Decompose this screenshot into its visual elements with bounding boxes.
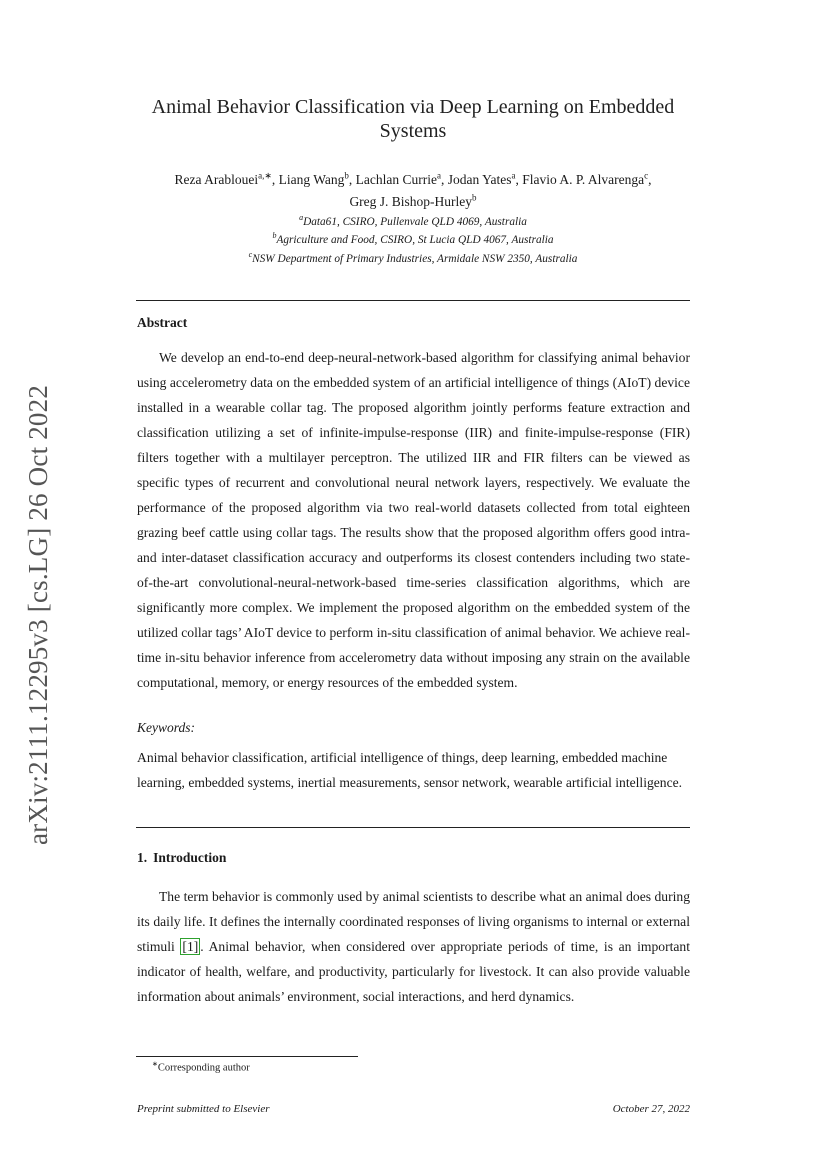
bottom-divider	[136, 827, 690, 828]
citation-link[interactable]: [1]	[182, 939, 199, 954]
introduction-body: The term behavior is commonly used by animal scientists to describe what an animal does during its daily life. It defines the internally coordinated responses of living organisms to internal or external stimuli [1] . Animal behavior, when considered over appropriate periods of time, is an important indicator of health, welfare, and productivity, particularly for livestock. It can also provide valuable information about animals’ environment, social interactions, and herd dynamics.	[137, 889, 690, 1004]
paper-title: Animal Behavior Classification via Deep Learning on Embedded Systems	[151, 96, 675, 142]
arxiv-identifier: arXiv:2111.12295v3 [cs.LG] 26 Oct 2022	[23, 384, 53, 845]
author: Flavio A. P. Alvarenga$^c$,	[522, 170, 652, 187]
author: Jodan Yates$^a$,	[447, 170, 523, 187]
footnote-divider	[136, 1056, 358, 1057]
abstract-heading: Abstract	[137, 315, 188, 330]
section-number: 1.	[137, 850, 148, 865]
keywords-heading: Keywords:	[137, 720, 195, 735]
footer-preprint-note: Preprint submitted to Elsevier	[137, 1103, 270, 1115]
affiliation: $^a$Data61, CSIRO, Pullenvale QLD 4069, Australia	[299, 213, 527, 228]
top-divider	[136, 300, 690, 301]
affiliation: $^b$Agriculture and Food, CSIRO, St Lucia QLD 4067, Australia	[272, 231, 554, 247]
affiliations	[136, 211, 690, 266]
abstract-body: We develop an end-to-end deep-neural-network-based algorithm for classifying animal behavior using accelerometry data on the embedded system of an artificial intelligence of things (AIoT) device installed in a wearable collar tag. The proposed algorithm jointly performs feature extraction and classification utilizing a set of infinite-impulse-response (IIR) and finite-impulse-response (FIR) filters together with a multilayer perceptron. The utilized IIR and FIR filters can be viewed as specific types of recurrent and convolutional neural network layers, respectively. We evaluate the performance of the proposed algorithm via two real-world datasets collected from total eighteen grazing beef cattle using collar tags. The results show that the proposed algorithm offers good intra- and inter-dataset classification accuracy and outperforms its closest contenders including two state-of-the-art convolutional-neural-network-based time-series classification algorithms, which are significantly more complex. We implement the proposed algorithm on the embedded system of the utilized collar tags’ AIoT device to perform in-situ classification of animal behavior. We achieve real-time in-situ behavior inference from accelerometry data without imposing any strain on the available computational, memory, or energy resources of the embedded system.	[137, 350, 690, 690]
author: Liang Wang$^b$,	[278, 170, 356, 187]
affiliation: $^c$NSW Department of Primary Industries, Armidale NSW 2350, Australia	[248, 249, 578, 265]
author-list	[136, 166, 690, 211]
keywords-body: Animal behavior classification, artificial intelligence of things, deep learning, embedded machine learning, embedded systems, inertial measurements, sensor network, wearable artificial intelligence.	[137, 750, 683, 790]
section-heading-introduction	[137, 850, 226, 866]
author: Lachlan Currie$^a$,	[355, 170, 448, 187]
author: Greg J. Bishop-Hurley$^b$	[349, 192, 477, 209]
footnote: ∗Corresponding author	[152, 1060, 250, 1074]
section-title: Introduction	[153, 850, 227, 865]
footer-date: October 27, 2022	[612, 1103, 690, 1115]
author: Reza Arablouei$^{a,∗}$,	[174, 170, 279, 187]
